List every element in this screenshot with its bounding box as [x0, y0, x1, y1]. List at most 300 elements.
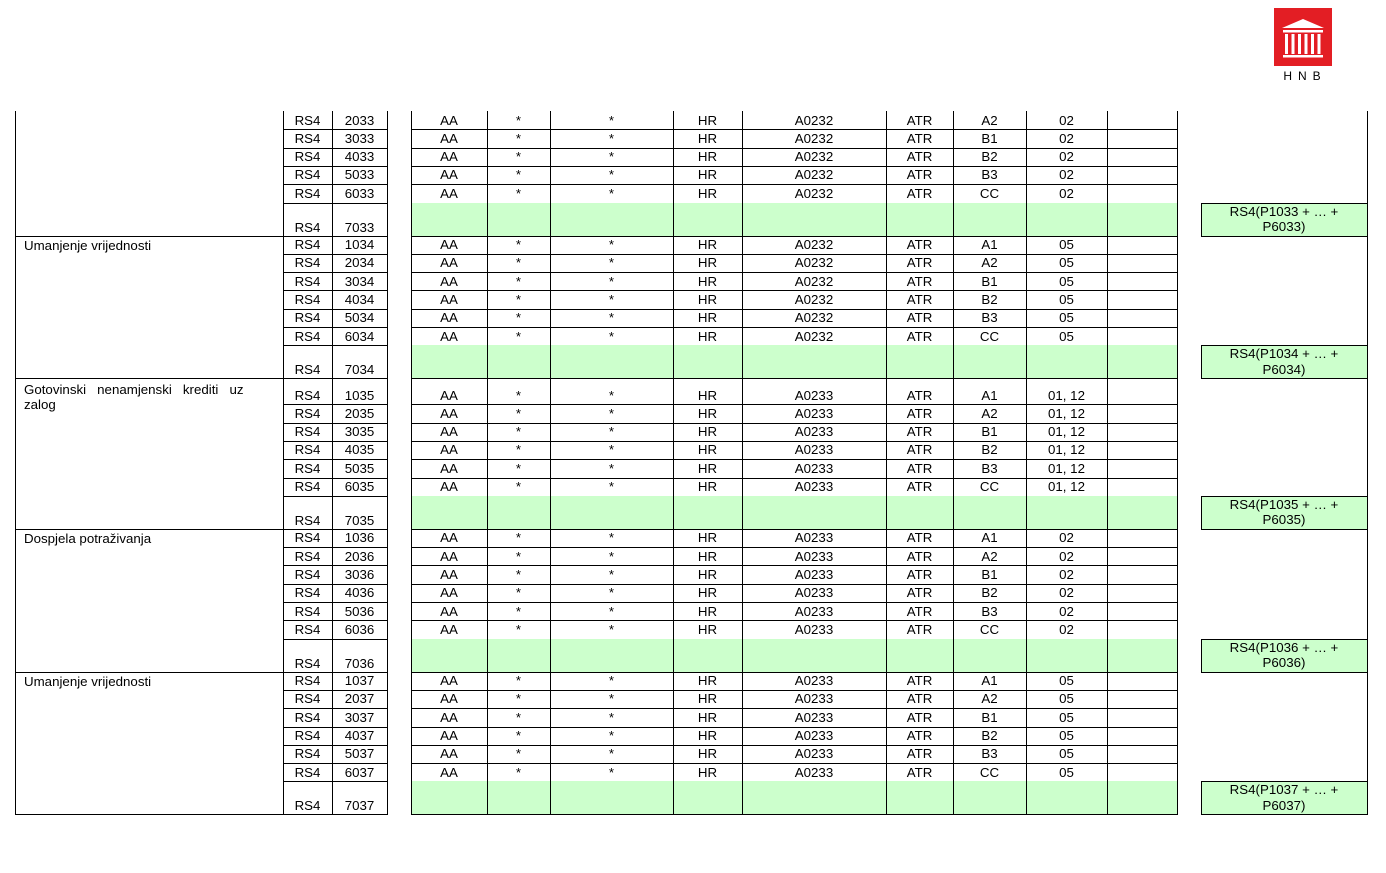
- row-class: A1: [981, 388, 998, 404]
- row-star-1: *: [515, 746, 522, 762]
- row-country: HR: [697, 237, 718, 252]
- row-class: B3: [981, 310, 998, 326]
- row-class: A1: [981, 530, 998, 546]
- row-account: A0232: [794, 167, 834, 183]
- row-aa: AA: [440, 405, 458, 421]
- row-value: 05: [1059, 691, 1074, 707]
- row-attribute: ATR: [906, 255, 933, 271]
- column-border: [332, 111, 333, 815]
- row-value: 05: [1059, 764, 1074, 780]
- row-number: 3037: [344, 709, 375, 725]
- row-account: A0233: [794, 621, 834, 637]
- row-attribute: ATR: [906, 388, 933, 404]
- formula-line-1: RS4(P1037 + … +: [1229, 782, 1339, 798]
- row-number: 2035: [344, 405, 375, 421]
- subtotal-number: 7036: [344, 655, 375, 671]
- row-country: HR: [697, 673, 718, 689]
- row-number: 6034: [344, 328, 375, 344]
- row-attribute: ATR: [906, 764, 933, 780]
- row-number: 1037: [344, 673, 375, 689]
- row-star-1: *: [515, 691, 522, 707]
- row-value: 01, 12: [1048, 479, 1085, 494]
- row-aa: AA: [440, 603, 458, 619]
- row-attribute: ATR: [906, 530, 933, 546]
- subtotal-code: RS4: [294, 655, 321, 671]
- row-number: 2036: [344, 548, 375, 564]
- row-account: A0233: [794, 728, 834, 743]
- column-border: [487, 111, 488, 814]
- row-attribute: ATR: [906, 167, 933, 183]
- row-attribute: ATR: [906, 130, 933, 146]
- formula-line-2: P6035): [1262, 512, 1306, 528]
- row-account: A0233: [794, 405, 834, 421]
- formula-line-2: P6033): [1262, 219, 1306, 234]
- row-value: 01, 12: [1048, 388, 1085, 404]
- row-class: B1: [981, 424, 998, 440]
- row-account: A0232: [794, 310, 834, 326]
- row-star-2: *: [608, 130, 615, 146]
- row-class: B2: [981, 728, 998, 743]
- subtotal-left-border: [1201, 203, 1202, 236]
- column-border: [1107, 111, 1108, 814]
- row-number: 3033: [344, 130, 375, 146]
- row-attribute: ATR: [906, 310, 933, 326]
- row-code: RS4: [294, 479, 321, 494]
- row-star-2: *: [608, 149, 615, 165]
- row-aa: AA: [440, 237, 458, 252]
- subtotal-number: 7033: [344, 219, 375, 235]
- row-star-2: *: [608, 255, 615, 271]
- row-code: RS4: [294, 291, 321, 307]
- column-border: [387, 111, 388, 815]
- row-number: 4035: [344, 442, 375, 458]
- row-number: 4037: [344, 728, 375, 743]
- subtotal-code: RS4: [294, 362, 321, 378]
- subtotal-bottom-border: [1201, 529, 1367, 530]
- row-account: A0233: [794, 530, 834, 546]
- row-value: 05: [1059, 273, 1074, 289]
- row-account: A0233: [794, 479, 834, 494]
- row-border: [283, 203, 387, 204]
- row-code: RS4: [294, 424, 321, 440]
- row-value: 02: [1059, 603, 1074, 619]
- row-value: 02: [1059, 585, 1074, 601]
- row-star-1: *: [515, 709, 522, 725]
- row-number: 4033: [344, 149, 375, 165]
- subtotal-left-border: [1201, 496, 1202, 529]
- row-code: RS4: [294, 130, 321, 146]
- row-attribute: ATR: [906, 709, 933, 725]
- row-star-1: *: [515, 388, 522, 404]
- row-star-2: *: [608, 673, 615, 689]
- row-star-1: *: [515, 566, 522, 582]
- row-country: HR: [697, 112, 718, 128]
- row-value: 05: [1059, 728, 1074, 743]
- row-code: RS4: [294, 167, 321, 183]
- row-code: RS4: [294, 310, 321, 326]
- row-star-2: *: [608, 310, 615, 326]
- row-code: RS4: [294, 764, 321, 780]
- row-class: CC: [979, 185, 1000, 201]
- row-code: RS4: [294, 112, 321, 128]
- row-aa: AA: [440, 388, 458, 404]
- row-star-1: *: [515, 460, 522, 476]
- row-star-1: *: [515, 548, 522, 564]
- subtotal-fill: [411, 203, 1177, 236]
- row-aa: AA: [440, 673, 458, 689]
- column-border: [1177, 111, 1178, 815]
- row-star-2: *: [608, 709, 615, 725]
- row-star-1: *: [515, 442, 522, 458]
- row-value: 05: [1059, 255, 1074, 271]
- row-number: 1035: [344, 388, 375, 404]
- column-border: [953, 111, 954, 814]
- row-account: A0233: [794, 388, 834, 404]
- row-country: HR: [697, 746, 718, 762]
- subtotal-code: RS4: [294, 512, 321, 528]
- row-class: B1: [981, 273, 998, 289]
- row-star-2: *: [608, 273, 615, 289]
- row-value: 05: [1059, 310, 1074, 326]
- row-value: 02: [1059, 621, 1074, 637]
- row-star-2: *: [608, 548, 615, 564]
- row-value: 02: [1059, 112, 1074, 128]
- group-border: [411, 814, 1177, 815]
- row-country: HR: [697, 149, 718, 165]
- row-star-1: *: [515, 479, 522, 494]
- row-account: A0232: [794, 237, 834, 252]
- row-country: HR: [697, 691, 718, 707]
- row-star-2: *: [608, 566, 615, 582]
- formula-line-2: P6037): [1262, 797, 1306, 813]
- subtotal-bottom-border: [1201, 378, 1367, 379]
- subtotal-formula: [1201, 346, 1367, 377]
- subtotal-bottom-border: [1201, 672, 1367, 673]
- row-star-2: *: [608, 691, 615, 707]
- row-code: RS4: [294, 237, 321, 252]
- subtotal-left-border: [1201, 781, 1202, 814]
- row-country: HR: [697, 388, 718, 404]
- row-value: 05: [1059, 237, 1074, 252]
- row-country: HR: [697, 566, 718, 582]
- row-attribute: ATR: [906, 185, 933, 201]
- row-class: B3: [981, 603, 998, 619]
- row-country: HR: [697, 479, 718, 494]
- row-attribute: ATR: [906, 728, 933, 743]
- row-country: HR: [697, 167, 718, 183]
- row-aa: AA: [440, 424, 458, 440]
- column-border: [742, 111, 743, 814]
- subtotal-top-border: [1201, 639, 1367, 640]
- row-code: RS4: [294, 603, 321, 619]
- row-aa: AA: [440, 310, 458, 326]
- row-star-1: *: [515, 585, 522, 601]
- table-left-border: [15, 111, 16, 815]
- row-star-2: *: [608, 185, 615, 201]
- row-aa: AA: [440, 328, 458, 344]
- row-code: RS4: [294, 460, 321, 476]
- subtotal-code: RS4: [294, 798, 321, 814]
- row-class: B1: [981, 566, 998, 582]
- row-account: A0233: [794, 442, 834, 458]
- row-class: A1: [981, 673, 998, 689]
- row-aa: AA: [440, 167, 458, 183]
- subtotal-bottom-border: [1201, 814, 1367, 815]
- row-code: RS4: [294, 530, 321, 546]
- row-class: B2: [981, 291, 998, 307]
- row-code: RS4: [294, 388, 321, 404]
- row-country: HR: [697, 728, 718, 743]
- row-attribute: ATR: [906, 112, 933, 128]
- row-star-1: *: [515, 764, 522, 780]
- row-class: B2: [981, 149, 998, 165]
- row-class: B2: [981, 585, 998, 601]
- hnb-logo-text: HNB: [1283, 69, 1327, 83]
- row-attribute: ATR: [906, 691, 933, 707]
- row-country: HR: [697, 185, 718, 201]
- group-label: Umanjenje vrijednosti: [24, 237, 152, 253]
- row-star-2: *: [608, 728, 615, 743]
- row-account: A0232: [794, 185, 834, 201]
- row-star-1: *: [515, 291, 522, 307]
- row-aa: AA: [440, 746, 458, 762]
- row-aa: AA: [440, 548, 458, 564]
- row-class: A2: [981, 405, 998, 421]
- row-border: [283, 639, 387, 640]
- table-right-border: [1367, 111, 1368, 815]
- row-code: RS4: [294, 746, 321, 762]
- row-code: RS4: [294, 548, 321, 564]
- group-label: [24, 382, 278, 412]
- row-class: B3: [981, 167, 998, 183]
- row-star-2: *: [608, 405, 615, 421]
- row-value: 05: [1059, 328, 1074, 344]
- row-aa: AA: [440, 185, 458, 201]
- row-star-1: *: [515, 728, 522, 743]
- row-star-1: *: [515, 255, 522, 271]
- row-aa: AA: [440, 460, 458, 476]
- row-account: A0232: [794, 273, 834, 289]
- row-account: A0233: [794, 566, 834, 582]
- group-border: [411, 378, 1177, 379]
- row-star-2: *: [608, 585, 615, 601]
- row-attribute: ATR: [906, 442, 933, 458]
- row-account: A0232: [794, 149, 834, 165]
- row-country: HR: [697, 273, 718, 289]
- subtotal-bottom-border: [1201, 236, 1367, 237]
- row-aa: AA: [440, 291, 458, 307]
- row-attribute: ATR: [906, 566, 933, 582]
- row-aa: AA: [440, 764, 458, 780]
- row-country: HR: [697, 764, 718, 780]
- row-aa: AA: [440, 273, 458, 289]
- row-star-2: *: [608, 479, 615, 494]
- formula-line-1: RS4(P1033 + … +: [1229, 203, 1339, 219]
- row-star-1: *: [515, 112, 522, 128]
- row-account: A0233: [794, 603, 834, 619]
- row-star-1: *: [515, 405, 522, 421]
- subtotal-top-border: [1201, 496, 1367, 497]
- row-value: 05: [1059, 746, 1074, 762]
- row-star-2: *: [608, 167, 615, 183]
- row-account: A0233: [794, 764, 834, 780]
- row-star-1: *: [515, 621, 522, 637]
- row-star-2: *: [608, 603, 615, 619]
- row-code: RS4: [294, 673, 321, 689]
- row-class: CC: [979, 621, 1000, 637]
- row-country: HR: [697, 442, 718, 458]
- row-attribute: ATR: [906, 460, 933, 476]
- formula-line-2: P6034): [1262, 361, 1306, 377]
- row-star-2: *: [608, 388, 615, 404]
- row-number: 6036: [344, 621, 375, 637]
- group-label: Umanjenje vrijednosti: [24, 673, 152, 689]
- subtotal-top-border: [1201, 203, 1367, 204]
- row-class: B1: [981, 709, 998, 725]
- column-border: [886, 111, 887, 814]
- row-country: HR: [697, 548, 718, 564]
- row-class: CC: [979, 328, 1000, 344]
- row-aa: AA: [440, 728, 458, 743]
- row-aa: AA: [440, 566, 458, 582]
- subtotal-top-border: [1201, 345, 1367, 346]
- column-border: [1026, 111, 1027, 814]
- row-star-1: *: [515, 185, 522, 201]
- row-number: 4034: [344, 291, 375, 307]
- row-number: 3036: [344, 566, 375, 582]
- row-code: RS4: [294, 405, 321, 421]
- row-code: RS4: [294, 255, 321, 271]
- row-star-1: *: [515, 130, 522, 146]
- row-star-1: *: [515, 167, 522, 183]
- row-star-1: *: [515, 673, 522, 689]
- subtotal-code: RS4: [294, 219, 321, 235]
- subtotal-formula: [1201, 497, 1367, 528]
- formula-line-1: RS4(P1035 + … +: [1229, 496, 1339, 512]
- row-account: A0232: [794, 112, 834, 128]
- group-label: Dospjela potraživanja: [24, 530, 152, 546]
- subtotal-formula: [1201, 640, 1367, 671]
- row-number: 5037: [344, 746, 375, 762]
- row-aa: AA: [440, 112, 458, 128]
- row-country: HR: [697, 291, 718, 307]
- row-class: A1: [981, 237, 998, 252]
- row-account: A0233: [794, 548, 834, 564]
- row-class: A2: [981, 255, 998, 271]
- row-attribute: ATR: [906, 548, 933, 564]
- row-value: 01, 12: [1048, 460, 1085, 476]
- row-value: 02: [1059, 530, 1074, 546]
- row-number: 6035: [344, 479, 375, 494]
- row-star-2: *: [608, 237, 615, 252]
- row-aa: AA: [440, 621, 458, 637]
- row-star-2: *: [608, 424, 615, 440]
- row-number: 4036: [344, 585, 375, 601]
- row-account: A0233: [794, 585, 834, 601]
- row-class: B3: [981, 460, 998, 476]
- row-country: HR: [697, 255, 718, 271]
- row-country: HR: [697, 310, 718, 326]
- row-aa: AA: [440, 130, 458, 146]
- row-star-2: *: [608, 442, 615, 458]
- row-attribute: ATR: [906, 424, 933, 440]
- row-country: HR: [697, 424, 718, 440]
- row-value: 01, 12: [1048, 405, 1085, 421]
- row-number: 1034: [344, 237, 375, 252]
- row-star-1: *: [515, 273, 522, 289]
- row-account: A0233: [794, 424, 834, 440]
- row-account: A0233: [794, 691, 834, 707]
- subtotal-fill: [411, 345, 1177, 378]
- column-border: [283, 111, 284, 815]
- column-border: [550, 111, 551, 814]
- row-value: 05: [1059, 673, 1074, 689]
- subtotal-number: 7035: [344, 512, 375, 528]
- row-account: A0232: [794, 291, 834, 307]
- row-country: HR: [697, 621, 718, 637]
- row-country: HR: [697, 460, 718, 476]
- row-attribute: ATR: [906, 149, 933, 165]
- row-star-2: *: [608, 328, 615, 344]
- row-code: RS4: [294, 149, 321, 165]
- subtotal-left-border: [1201, 639, 1202, 672]
- subtotal-fill: [411, 639, 1177, 672]
- row-code: RS4: [294, 185, 321, 201]
- row-aa: AA: [440, 442, 458, 458]
- row-number: 6037: [344, 764, 375, 780]
- row-code: RS4: [294, 728, 321, 743]
- row-star-1: *: [515, 424, 522, 440]
- formula-line-2: P6036): [1262, 655, 1306, 671]
- row-account: A0232: [794, 255, 834, 271]
- row-aa: AA: [440, 255, 458, 271]
- row-attribute: ATR: [906, 328, 933, 344]
- row-value: 02: [1059, 149, 1074, 165]
- row-code: RS4: [294, 328, 321, 344]
- row-number: 5033: [344, 167, 375, 183]
- row-border: [283, 781, 387, 782]
- row-account: A0233: [794, 709, 834, 725]
- row-account: A0233: [794, 746, 834, 762]
- column-border: [411, 111, 412, 815]
- row-star-2: *: [608, 460, 615, 476]
- group-label-line-2: zalog: [24, 397, 56, 413]
- row-class: CC: [979, 764, 1000, 780]
- row-account: A0233: [794, 460, 834, 476]
- row-star-2: *: [608, 746, 615, 762]
- row-number: 6033: [344, 185, 375, 201]
- subtotal-top-border: [1201, 781, 1367, 782]
- row-code: RS4: [294, 621, 321, 637]
- row-value: 02: [1059, 548, 1074, 564]
- row-country: HR: [697, 530, 718, 546]
- row-aa: AA: [440, 479, 458, 494]
- subtotal-left-border: [1201, 345, 1202, 378]
- row-class: B1: [981, 130, 998, 146]
- row-border: [283, 496, 387, 497]
- row-number: 3034: [344, 273, 375, 289]
- row-value: 02: [1059, 566, 1074, 582]
- row-attribute: ATR: [906, 673, 933, 689]
- subtotal-number: 7037: [344, 798, 375, 814]
- subtotal-number: 7034: [344, 362, 375, 378]
- row-number: 1036: [344, 530, 375, 546]
- subtotal-fill: [411, 496, 1177, 529]
- row-attribute: ATR: [906, 603, 933, 619]
- row-aa: AA: [440, 530, 458, 546]
- row-star-1: *: [515, 149, 522, 165]
- group-label-line-1: Gotovinski nenamjenski krediti uz: [24, 382, 244, 398]
